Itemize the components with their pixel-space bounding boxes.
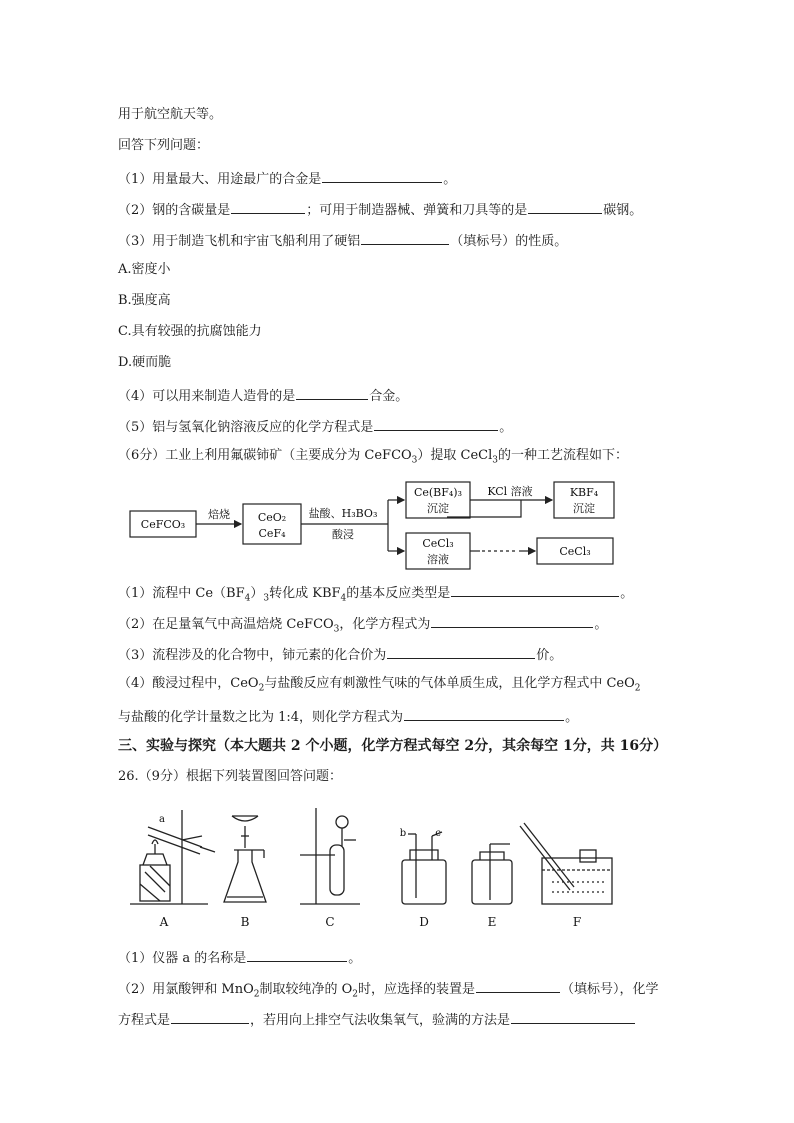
section-3-title: 三、实验与探究（本大题共 2 个小题，化学方程式每空 2分，其余每空 1分，共 16分） <box>118 738 668 754</box>
flow-label: CeFCO₃ <box>140 518 186 531</box>
q26-part2-line1: （2）用氯酸钾和 MnO$_2$制取较纯净的 $O_2$时，应选择的装置是 （填标号），化学 <box>118 978 659 1004</box>
flow-label: KCl 溶液 <box>487 485 533 498</box>
answer-blank[interactable] <box>528 199 602 214</box>
q2-intro: （6分）工业上利用氟碳铈矿（主要成分为 CeFCO$_3$）提取 CeCl$_3$的一种工艺流程如下： <box>118 448 629 466</box>
option-c: C.具有较强的抗腐蚀能力 <box>118 324 262 339</box>
apparatus-a <box>130 810 215 904</box>
flow-label: 酸浸 <box>332 528 354 541</box>
flow-label: 沉淀 <box>427 502 449 515</box>
apparatus-label: E <box>487 915 497 929</box>
answer-blank[interactable] <box>387 644 535 659</box>
q26-intro: 26.（9分）根据下列装置图回答问题： <box>118 769 342 784</box>
apparatus-label: F <box>572 915 582 929</box>
answer-blank[interactable] <box>361 230 449 245</box>
intro-line-1: 用于航空航天等。 <box>118 107 223 122</box>
apparatus-label: C <box>325 915 335 929</box>
q2-part4-line2: 与盐酸的化学计量数之比为 1:4，则化学方程式为 。 <box>118 706 578 727</box>
answer-blank[interactable] <box>247 947 347 962</box>
intro-line-2: 回答下列问题： <box>118 138 210 153</box>
flow-label: Ce(BF₄)₃ <box>413 486 463 499</box>
apparatus-c <box>300 808 360 904</box>
q2-part2: （2）在足量氧气中高温焙烧 CeFCO$_3$，化学方程式为 。 <box>118 613 607 639</box>
answer-blank[interactable] <box>404 706 564 721</box>
apparatus-d <box>402 832 446 904</box>
flow-label: CeCl₃ <box>559 545 591 558</box>
answer-blank[interactable] <box>231 199 305 214</box>
q1-part2: （2）钢的含碳量是 ；可用于制造器械、弹簧和刀具等的是 碳钢。 <box>118 199 642 220</box>
q2-part4-line1: （4）酸浸过程中，CeO$_2$与盐酸反应有刺激性气味的气体单质生成，且化学方程式中 CeO$_2$ <box>118 676 641 694</box>
apparatus-label: B <box>240 915 250 929</box>
answer-blank[interactable] <box>431 613 593 628</box>
option-b: B.强度高 <box>118 293 171 308</box>
process-flow-diagram <box>125 478 635 570</box>
flow-label: 沉淀 <box>573 502 595 515</box>
apparatus-label: A <box>159 915 169 929</box>
apparatus-label: c <box>435 828 441 839</box>
q2-part3: （3）流程涉及的化合物中，铈元素的化合价为 价。 <box>118 644 562 665</box>
option-d: D.硬而脆 <box>118 355 172 370</box>
flow-label: CeF₄ <box>258 527 286 540</box>
answer-blank[interactable] <box>451 582 619 597</box>
apparatus-figure <box>120 800 620 935</box>
option-a: A.密度小 <box>118 262 171 277</box>
flow-label: KBF₄ <box>569 486 599 499</box>
q1-part5: （5）铝与氢氧化钠溶液反应的化学方程式是 。 <box>118 416 512 437</box>
apparatus-label: D <box>419 915 429 929</box>
q26-part1: （1）仪器 a 的名称是 。 <box>118 947 361 968</box>
apparatus-f <box>520 823 612 904</box>
answer-blank[interactable] <box>476 978 560 993</box>
answer-blank[interactable] <box>322 168 442 183</box>
q26-part2-line2: 方程式是 ，若用向上排空气法收集氧气，验满的方法是 <box>118 1009 636 1030</box>
apparatus-b <box>224 816 266 902</box>
q1-part4: （4）可以用来制造人造骨的是 合金。 <box>118 385 408 406</box>
q2-part1: （1）流程中 $Ce(BF_4)_3$转化成 $KBF_4$的基本反应类型是 。 <box>118 582 633 608</box>
q1-part3: （3）用于制造飞机和宇宙飞船利用了硬铝 （填标号）的性质。 <box>118 230 567 251</box>
apparatus-e <box>472 844 512 904</box>
flow-label: 焙烧 <box>208 508 230 521</box>
answer-blank[interactable] <box>171 1009 249 1024</box>
answer-blank[interactable] <box>374 416 498 431</box>
answer-blank[interactable] <box>296 385 368 400</box>
flow-label: CeO₂ <box>257 511 287 524</box>
answer-blank[interactable] <box>511 1009 635 1024</box>
apparatus-label: a <box>159 814 165 825</box>
q1-part1: （1）用量最大、用途最广的合金是 。 <box>118 168 456 189</box>
flow-label: 溶液 <box>427 553 449 566</box>
flow-label: CeCl₃ <box>422 537 454 550</box>
flow-label: 盐酸、H₃BO₃ <box>308 507 378 520</box>
apparatus-label: b <box>399 828 407 839</box>
